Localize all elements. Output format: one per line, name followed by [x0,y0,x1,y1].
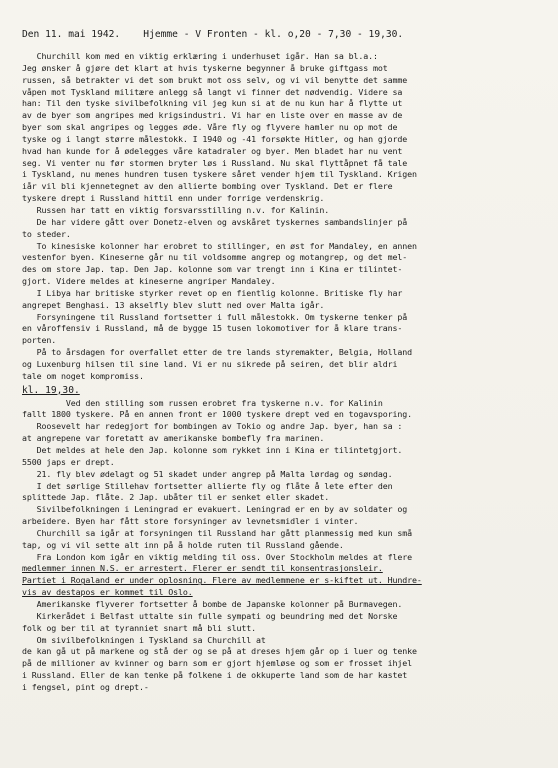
text-line: i fengsel, pint og drept.- [22,681,149,692]
text-line: 5500 japs er drept. [22,456,115,467]
text-line: I det sørlige Stillehav fortsetter allierte fly og flåte å lete efter den [22,480,393,491]
text-line: arbeidere. Byen har fått store forsyninger av levnetsmidler i vinter. [22,516,359,527]
text-line: tyske og i langt større målestokk. I 1940 og -41 forsøkte Hitler, og han gjorde [22,133,408,144]
text-line: tap, og vi vil sette alt inn på å holde ruten til Russland gående. [22,539,344,550]
text-line: to steder. [22,228,71,239]
text-line: i Russland. Eller de kan tenke på folkene i de okkuperte land som de har kastet [22,670,408,681]
text-line: angrepet Benghasi. 13 akselfly blev slutt ned over Malta igår. [22,299,325,310]
text-line: Det meldes at hele den Jap. kolonne som rykket inn i Kina er tilintetgjort. [22,445,403,455]
text-line: Kirkerådet i Belfast uttalte sin fulle sympati og beundring med det Norske [22,610,398,621]
text-line: våpen mot Tyskland militære anlegg så langt vi finner det nødvendig. Videre sa [22,86,403,97]
text-line: iår vil bli kjennetegnet av den allierte bombing over Tyskland. Det er flere [22,181,393,192]
text-line: Partiet i Rogaland er under oplosning. Flere av medlemmene er s-kiftet ut. Hundre- [22,575,422,586]
text-line: Jeg ønsker å gjøre det klart at hvis tyskerne begynner å bruke giftgass mot [22,62,388,73]
text-line: vis av destapos er kommet til Oslo. [22,587,193,598]
text-line: seg. Vi venter nu før stormen bryter løs i Russland. Nu skal flyttåpnet få tale [22,157,408,168]
text-line: at angrepene var foretatt av amerikanske bombefly fra marinen. [22,433,325,444]
text-line: Forsyningene til Russland fortsetter i full målestokk. Om tyskerne tenker på [22,311,408,322]
text-line: fallt 1800 tyskere. På en annen front er 1000 tyskere drept ved en togavsporing. [22,409,413,420]
text-line: De har videre gått over Donetz-elven og avskåret tyskernes sambandslinjer på [22,216,408,227]
text-line: byer som skal angripes og legges øde. Våre fly og flyvere hamler nu op mot de [22,122,398,133]
text-line: han: Til den tyske sivilbefolkning vil jeg kun si at de nu kun har å flytte ut [22,98,403,109]
text-line: vestenfor byen. Kineserne går nu til voldsomme angrep og motangrep, og det mel- [22,252,408,263]
text-line: Churchill kom med en viktig erklæring i underhuset igår. Han sa bl.a.: [22,51,378,61]
text-line: hvad han kunde for å ødelegges våre katadraler og byer. Men bladet har nu vent [22,145,403,156]
text-line: Churchill sa igår at forsyningen til Russland har gått planmessig med kun små [22,527,413,538]
text-line: og Luxenburg hilsen til sine land. Vi er nu sikrede på seiren, det blir aldri [22,358,398,369]
text-line: porten. [22,335,57,346]
section-morning [22,51,540,383]
time-heading: kl. 19,30. [22,384,80,396]
text-line: Amerikanske flyverer fortsetter å bombe de Japanske kolonner på Burmavegen. [22,598,403,609]
text-line: de kan gå ut på markene og stå der og se på at dreses hjem går op i luer og tenke [22,646,417,657]
text-line: Ved den stilling som russen erobret fra tyskerne n.v. for Kalinin [22,397,383,408]
text-line: en våroffensiv i Russland, må de bygge 15 tusen lokomotiver for å klare trans- [22,323,403,334]
text-line: På to årsdagen for overfallet etter de tre lands styremakter, Belgia, Holland [22,347,413,358]
text-line: Fra London kom igår en viktig melding til oss. Over Stockholm meldes at flere [22,551,413,562]
document-header: Den 11. mai 1942. Hjemme - V Fronten - kl. o,20 - 7,30 - 19,30. [22,29,404,40]
text-line: Russen har tatt en viktig forsvarsstilling n.v. for Kalinin. [22,204,330,215]
text-line: To kinesiske kolonner har erobret to stillinger, en øst for Mandaley, en annen [22,240,417,251]
text-line: tyskere drept i Russland hittil enn under forrige verdenskrig. [22,193,325,204]
text-line: medlemmer innen N.S. er arrestert. Flerer er sendt til konsentrasjonsleir. [22,563,383,574]
text-line: splittede Jap. flåte. 2 Jap. ubåter til er senket eller skadet. [22,492,330,503]
text-line: I Libya har britiske styrker revet op en fientlig kolonne. Britiske fly har [22,287,403,298]
text-line: i Tyskland, nu menes hundren tusen tyskere såret vender hjem til Tyskland. Krigen [22,169,417,180]
text-line: Roosevelt har redegjort for bombingen av Tokio og andre Jap. byer, han sa : [22,421,403,432]
section-evening [22,398,540,694]
text-line: Om sivilbefolkningen i Tyskland sa Churchill at [22,634,266,645]
text-line: tale om noget kompromiss. [22,370,144,381]
text-line: russen, så betrakter vi det som brukt mot oss selv, og vi vil benytte det samme [22,74,408,85]
text-line: av de byer som angripes med krigsindustri. Vi har en liste over en masse av de [22,110,403,121]
text-line: gjort. Videre meldes at kineserne angriper Mandaley. [22,276,276,287]
text-line: des om store Jap. tap. Den Jap. kolonne som var trengt inn i Kina er tilintet- [22,264,403,275]
text-line: på de millioner av kvinner og barn som er gjort hjemløse og som er frosset ihjel [22,658,413,669]
text-line: 21. fly blev ødelagt og 51 skadet under angrep på Malta lørdag og søndag. [22,468,393,479]
text-line: Sivilbefolkningen i Leningrad er evakuert. Leningrad er en by av soldater og [22,504,408,515]
text-line: folk og ber til at tyranniet snart må bli slutt. [22,622,257,633]
